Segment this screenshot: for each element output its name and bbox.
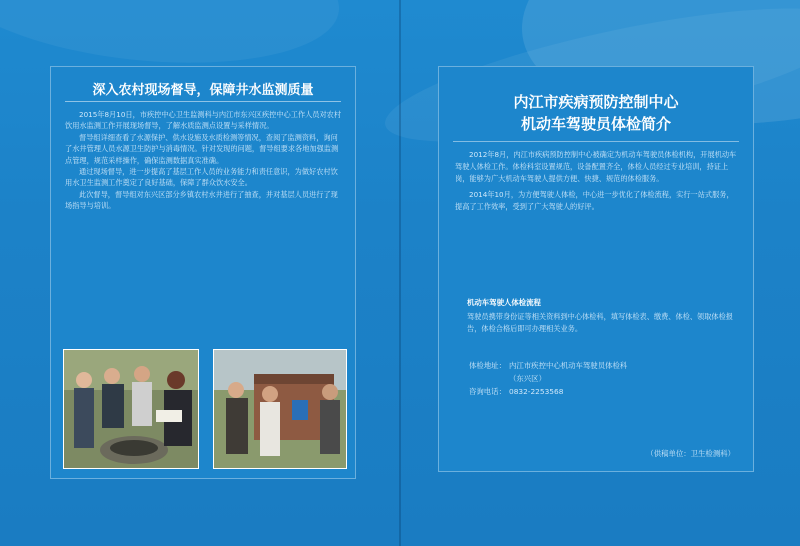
contact-row [469, 385, 627, 398]
source-credit: （供稿单位：卫生检测科） [646, 449, 735, 458]
contact-value: 0832-2253568 [509, 387, 564, 396]
left-article-panel [50, 66, 356, 479]
paragraph: 2015年8月10日，市疾控中心卫生监测科与内江市东兴区疾控中心工作人员对农村饮用水监测工作开展现场督导，了解水质监测点设置与采样情况。 [65, 110, 342, 131]
right-article-panel [438, 66, 754, 472]
contact-info [469, 359, 627, 398]
left-article-body [65, 109, 341, 212]
contact-value: 内江市疾控中心机动车驾驶员体检科 [509, 361, 628, 370]
paragraph: 2014年10月，为方便驾驶人体检，中心进一步优化了体检流程，实行一站式服务，提高了工作效率，受到了广大驾驶人的好评。 [455, 190, 734, 211]
contact-row [469, 359, 627, 372]
page-fold [399, 0, 401, 546]
right-article-title [439, 91, 753, 135]
paragraph: 通过现场督导，进一步提高了基层工作人员的业务能力和责任意识，为做好农村饮用水卫生监测工作奠定了良好基础，保障了群众饮水安全。 [65, 167, 338, 188]
paragraph: 督导组详细查看了水源保护、供水设施及水质检测等情况，查阅了监测资料，询问了水井管理人员水源卫生防护与消毒情况。针对发现的问题，督导组要求各地加强监测点管理，规范采样操作，确保监测数据真实准确。 [65, 132, 339, 165]
title-line: 机动车驾驶员体检简介 [520, 115, 671, 133]
process-description: 驾驶员携带身份证等相关资料到中心体检科，填写体检表、缴费、体检、领取体检报告，体检合格后即可办理相关业务。 [467, 312, 733, 333]
left-article-title: 深入农村现场督导，保障井水监测质量 [92, 83, 314, 98]
paragraph: 2012年8月，内江市疾病预防控制中心被确定为机动车驾驶员体检机构，开展机动车驾驶人体检工作。体检科室设置规范，设备配置齐全，体检人员经过专业培训，持证上岗，能够为广大机动车驾驶人提供方便、快捷、规范的体检服务。 [455, 150, 737, 183]
paragraph: 此次督导，督导组对东兴区部分乡镇农村水井进行了抽查，并对基层人员进行了现场指导与培训。 [65, 189, 338, 211]
photo-water-equipment [213, 349, 347, 469]
right-article-body [455, 149, 737, 217]
contact-label: 体检地址： [469, 361, 506, 370]
contact-value: （东兴区） [509, 374, 546, 383]
photo-inspection-at-well [63, 349, 199, 469]
title-divider [65, 101, 341, 102]
title-line: 内江市疾病预防控制中心 [513, 93, 679, 111]
contact-row [469, 372, 627, 385]
contact-label [469, 372, 509, 385]
contact-label: 咨询电话： [469, 387, 506, 396]
process-subheading: 机动车驾驶人体检流程 [467, 298, 541, 307]
title-divider [453, 141, 739, 142]
